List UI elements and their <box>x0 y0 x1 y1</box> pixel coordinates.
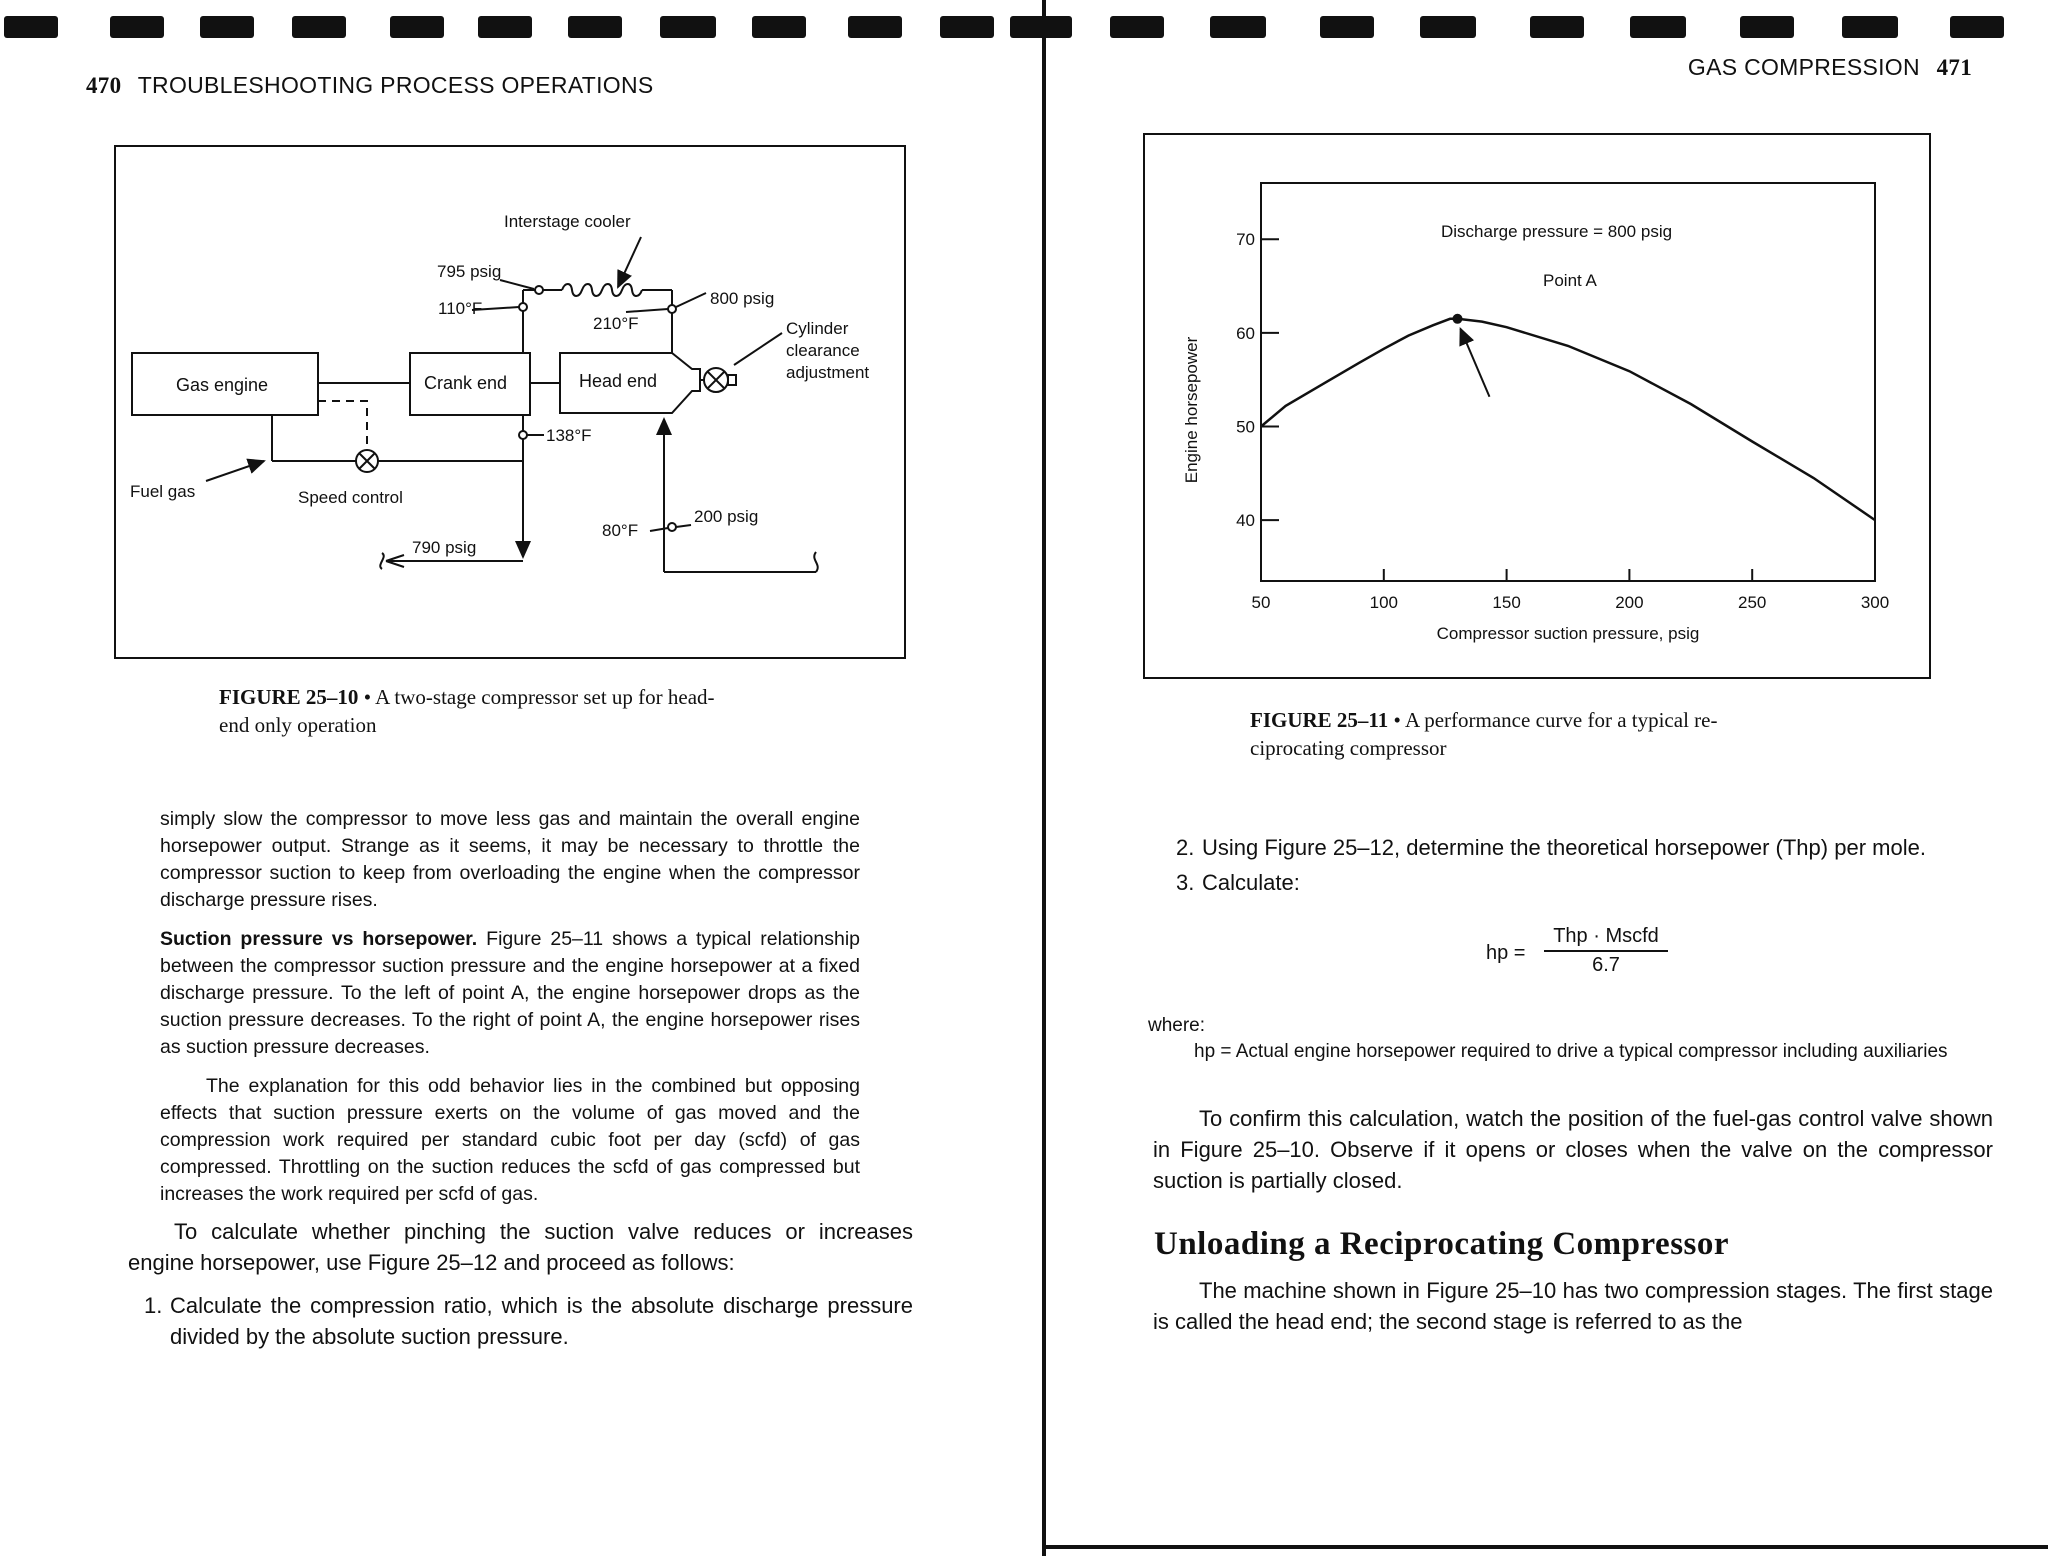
numbered-steps <box>1160 832 1990 902</box>
page-number: 470 <box>86 73 122 98</box>
caption-text: A performance curve for a typical re- <box>1404 708 1718 732</box>
label-795-psig: 795 psig <box>437 262 502 281</box>
paragraph-2-text: Figure 25–11 shows a typical relationship between the compressor suction pressure and the engine horsepower at a fixed discharge pressure. To the left of point A, the engine horsepower drops as the suction pressure decreases. To the right of point A, the engine horsepower rises as suction pressure decreases. <box>160 928 860 1058</box>
running-head-right <box>1688 54 1982 81</box>
left-body-upper <box>160 806 860 1220</box>
page-number: 471 <box>1936 55 1972 80</box>
figure-25-11 <box>1143 133 1931 679</box>
label-110-f: 110°F <box>438 299 483 318</box>
section-heading: Unloading a Reciprocating Compressor <box>1154 1226 1730 1262</box>
list-number: 1. <box>144 1293 163 1318</box>
section-paragraph: The machine shown in Figure 25–10 has two compression stages. The first stage is called the head end; the second stage is referred to as the <box>1153 1278 1993 1334</box>
x-tick-label: 300 <box>1860 593 1890 612</box>
x-tick-label: 250 <box>1738 593 1767 612</box>
caption-line-2: ciprocating compressor <box>1250 736 1447 760</box>
y-tick-label: 50 <box>1236 417 1255 437</box>
chart-y-axis-label: Engine horsepower <box>1182 336 1201 484</box>
list-item-3 <box>1160 867 1990 898</box>
label-fuel-gas: Fuel gas <box>130 482 196 501</box>
label-80-f: 80°F <box>602 521 639 540</box>
confirm-paragraph <box>1153 1103 1993 1208</box>
label-adjustment: adjustment <box>786 363 870 382</box>
caption-line-1: FIGURE 25–10 • A two-stage compressor set up for head- <box>219 685 715 709</box>
x-tick-label: 50 <box>1251 593 1271 612</box>
label-head-end: Head end <box>579 371 658 391</box>
equation-fraction <box>1544 925 1668 977</box>
label-crank-end: Crank end <box>424 373 508 393</box>
caption-figure-number: FIGURE 25–11 <box>1250 708 1389 732</box>
paragraph-2 <box>160 926 860 1061</box>
figure-25-11-caption <box>1250 706 1890 762</box>
compressor-schematic <box>116 147 904 657</box>
section-body <box>1153 1275 1993 1349</box>
left-body-lower <box>128 1216 913 1356</box>
paragraph-3: The explanation for this odd behavior lies in the combined but opposing effects that suction pressure exerts on the volume of gas moved and the compression work required per standard cubic foot per day (scfd) of gas compressed. Throttling on the suction reduces the scfd of gas compressed but increases the work required per scfd of gas. <box>160 1075 860 1205</box>
chart-x-axis-label: Compressor suction pressure, psig <box>1436 624 1700 643</box>
plot-frame <box>1261 183 1875 581</box>
list-item-2 <box>1160 832 1990 863</box>
performance-chart <box>1145 135 1929 677</box>
running-title: GAS COMPRESSION <box>1687 54 1920 80</box>
runin-heading: Suction pressure vs horsepower. <box>160 928 478 950</box>
x-tick-label: 150 <box>1492 593 1521 612</box>
caption-line-1: FIGURE 25–11 • A performance curve for a typical re- <box>1250 708 1718 732</box>
interstage-cooler-coil <box>562 284 642 296</box>
where-block <box>1148 1013 2008 1065</box>
x-tick-label: 100 <box>1369 593 1398 612</box>
fraction-bar <box>1544 950 1668 952</box>
point-a-marker <box>1452 314 1462 324</box>
label-200-psig: 200 psig <box>694 507 759 526</box>
chart-point-label: Point A <box>1543 271 1597 290</box>
equation-lhs: hp = <box>1486 942 1526 964</box>
label-210-f: 210°F <box>593 314 639 333</box>
equation-denominator: 6.7 <box>1592 954 1620 976</box>
label-800-psig: 800 psig <box>710 289 775 308</box>
list-number: 3. <box>1176 870 1195 895</box>
right-page <box>1048 0 2048 1556</box>
y-tick-label: 40 <box>1236 511 1255 531</box>
label-790-psig: 790 psig <box>412 538 477 557</box>
caption-text: A two-stage compressor set up for head- <box>375 685 715 709</box>
caption-figure-number: FIGURE 25–10 <box>219 685 359 709</box>
point-a-leader <box>1460 329 1489 397</box>
where-definition: hp = Actual engine horsepower required to drive a typical compressor including auxiliaries <box>1194 1041 1948 1062</box>
list-text: Calculate: <box>1202 870 1300 895</box>
label-interstage-cooler: Interstage cooler <box>504 212 631 231</box>
running-head-left <box>76 72 654 99</box>
book-gutter <box>1042 0 1046 1556</box>
equation-numerator: Thp · Mscfd <box>1553 925 1659 947</box>
label-speed-control: Speed control <box>298 488 403 507</box>
list-text: Using Figure 25–12, determine the theoretical horsepower (Thp) per mole. <box>1202 835 1926 860</box>
paragraph-4: To calculate whether pinching the suction valve reduces or increases engine horsepower, use Figure 25–12 and proceed as follows: <box>128 1219 913 1275</box>
horsepower-equation <box>1486 925 1686 985</box>
y-tick-label: 60 <box>1236 323 1255 343</box>
running-title: TROUBLESHOOTING PROCESS OPERATIONS <box>137 72 654 98</box>
label-clearance: clearance <box>786 341 860 360</box>
performance-curve <box>1261 319 1875 520</box>
figure-25-10-caption <box>219 683 839 739</box>
figure-25-10 <box>114 145 906 659</box>
x-tick-label: 200 <box>1615 593 1644 612</box>
label-cylinder: Cylinder <box>786 319 849 338</box>
label-gas-engine: Gas engine <box>176 375 269 395</box>
paragraph-1: simply slow the compressor to move less gas and maintain the overall engine horsepower output. Strange as it seems, it may be necessary to throttle the compressor suction to keep from overloading the engine when the compressor discharge pressure rises. <box>160 808 860 911</box>
caption-line-2: end only operation <box>219 713 377 737</box>
list-number: 2. <box>1176 835 1195 860</box>
y-tick-label: 70 <box>1236 230 1255 250</box>
where-label: where: <box>1148 1015 1206 1036</box>
chart-annotation: Discharge pressure = 800 psig <box>1441 222 1673 241</box>
list-text: Calculate the compression ratio, which is the absolute discharge pressure divided by the absolute suction pressure. <box>170 1293 913 1349</box>
list-item-1 <box>128 1290 913 1352</box>
label-138-f: 138°F <box>546 426 592 445</box>
confirm-text: To confirm this calculation, watch the position of the fuel-gas control valve shown in Figure 25–10. Observe if it opens or closes when the valve on the compressor suction is partially closed. <box>1153 1106 1993 1193</box>
